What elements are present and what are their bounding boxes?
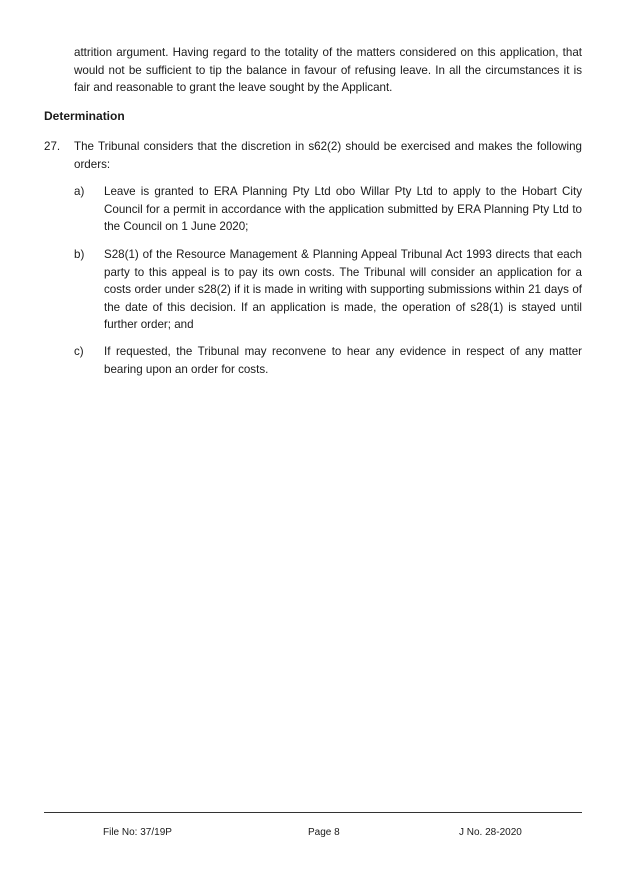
intro-paragraph: attrition argument. Having regard to the totality of the matters considered on this application, that would not be sufficient to tip the balance in favour of refusing leave. In all the circumstances it is fair and reasonable to grant the leave sought by the Applicant. — [74, 46, 582, 94]
order-a-label: a) — [74, 185, 85, 198]
paragraph-number: 27. — [44, 140, 61, 153]
footer-page-number: Page 8 — [308, 827, 340, 838]
order-c-label: c) — [74, 345, 84, 358]
paragraph-27-text: The Tribunal considers that the discretion in s62(2) should be exercised and makes the following orders: — [74, 140, 582, 171]
order-b-label: b) — [74, 248, 85, 261]
section-heading: Determination — [44, 109, 125, 123]
order-b-text: S28(1) of the Resource Management & Planning Appeal Tribunal Act 1993 directs that each party to this appeal is to pay its own costs. The Tribunal will consider an application for a costs order under s28(2) if it is made in writing with supporting submissions within 21 days of the date of this decision. If an application is made, the operation of s28(1) is stayed until further order; and — [104, 248, 582, 331]
order-a-text: Leave is granted to ERA Planning Pty Ltd obo Willar Pty Ltd to apply to the Hobart City Council for a permit in accordance with the application submitted by ERA Planning Pty Ltd to the Council on 1 June 2020; — [104, 185, 582, 233]
footer-divider — [44, 812, 582, 813]
footer-file-number: File No: 37/19P — [103, 827, 172, 838]
footer-judgment-number: J No. 28-2020 — [459, 827, 522, 838]
order-c-text: If requested, the Tribunal may reconvene to hear any evidence in respect of any matter bearing upon an order for costs. — [104, 345, 582, 376]
